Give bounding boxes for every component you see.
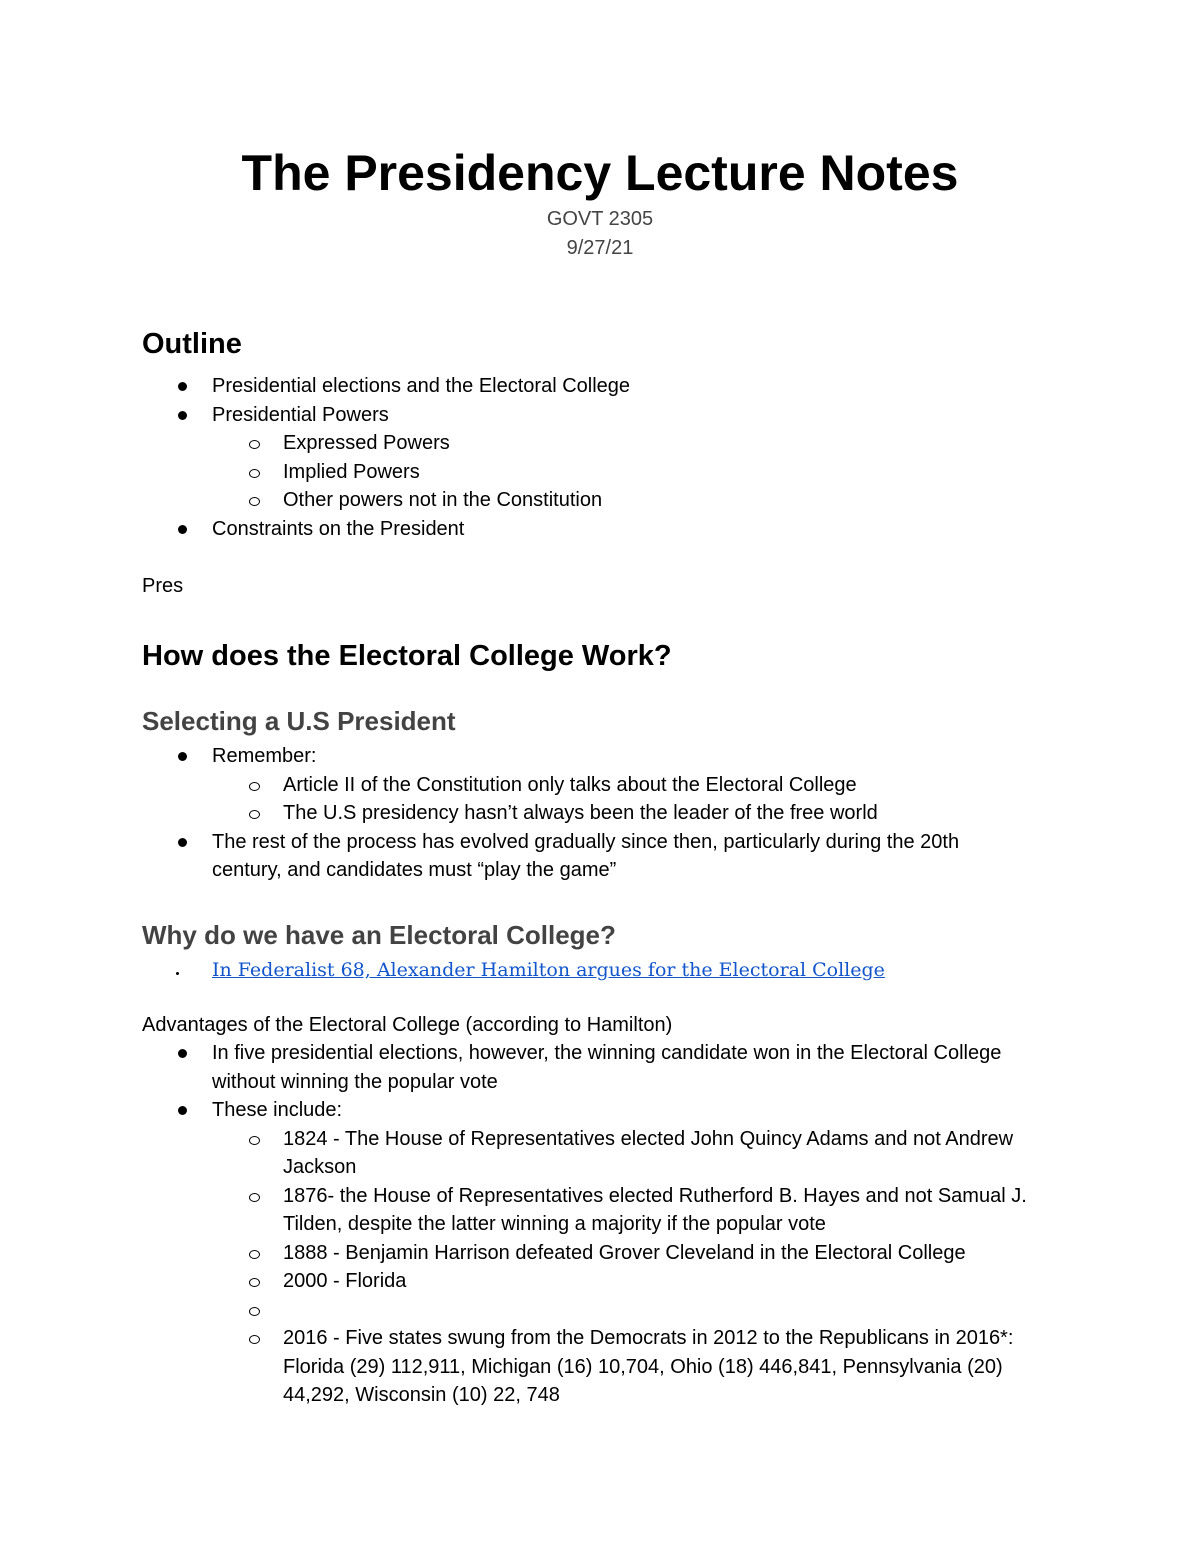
bullet-icon bbox=[178, 411, 187, 420]
list-item: 2016 - Five states swung from the Democrats in 2012 to the Republicans in 2016*: Florida (29) 112,911, Michigan (16) 10,704, Ohio (18) 446,841, Pennsylvania (20) 44,292, Wisconsin (10) 22, 748 bbox=[0, 1324, 1200, 1410]
selecting-president-heading: Selecting a U.S President bbox=[142, 706, 456, 736]
list-item: Constraints on the President bbox=[0, 515, 1200, 544]
hollow-bullet-icon bbox=[249, 1307, 260, 1316]
advantages-heading: Advantages of the Electoral College (according to Hamilton) bbox=[142, 1014, 673, 1036]
hollow-bullet-icon bbox=[249, 1136, 260, 1145]
hollow-bullet-icon bbox=[249, 810, 260, 819]
selecting-list bbox=[0, 742, 1200, 885]
lecture-date: 9/27/21 bbox=[566, 237, 634, 259]
hollow-bullet-icon bbox=[249, 497, 260, 506]
list-item: 1876- the House of Representatives elected Rutherford B. Hayes and not Samual J. Tilden, despite the latter winning a majority if the popular vote bbox=[0, 1182, 1200, 1239]
outline-heading: Outline bbox=[142, 328, 242, 360]
document-title: The Presidency Lecture Notes bbox=[241, 145, 959, 201]
pres-text: Pres bbox=[142, 575, 184, 597]
bullet-icon bbox=[178, 382, 187, 391]
list-item: These include: bbox=[0, 1096, 1200, 1125]
list-item: 1888 - Benjamin Harrison defeated Grover Cleveland in the Electoral College bbox=[0, 1239, 1200, 1268]
list-item: Remember: bbox=[0, 742, 1200, 771]
bullet-icon bbox=[178, 1049, 187, 1058]
hollow-bullet-icon bbox=[249, 469, 260, 478]
list-item: In five presidential elections, however, the winning candidate won in the Electoral College without winning the popular vote bbox=[0, 1039, 1200, 1096]
hollow-bullet-icon bbox=[249, 1250, 260, 1259]
bullet-icon bbox=[176, 972, 179, 975]
list-item bbox=[0, 956, 1200, 985]
why-electoral-college-heading: Why do we have an Electoral College? bbox=[142, 920, 616, 950]
list-item: Presidential elections and the Electoral College bbox=[0, 372, 1200, 401]
advantages-list bbox=[0, 1039, 1200, 1410]
list-item: 1824 - The House of Representatives elected John Quincy Adams and not Andrew Jackson bbox=[0, 1125, 1200, 1182]
federalist-68-link[interactable]: In Federalist 68, Alexander Hamilton argues for the Electoral College bbox=[212, 959, 885, 981]
bullet-icon bbox=[178, 752, 187, 761]
hollow-bullet-icon bbox=[249, 440, 260, 449]
list-item: 2000 - Florida bbox=[0, 1267, 1200, 1296]
bullet-icon bbox=[178, 525, 187, 534]
list-item: The U.S presidency hasn’t always been the leader of the free world bbox=[0, 799, 1200, 828]
hollow-bullet-icon bbox=[249, 782, 260, 791]
hollow-bullet-icon bbox=[249, 1193, 260, 1202]
list-item: Article II of the Constitution only talks about the Electoral College bbox=[0, 771, 1200, 800]
hollow-bullet-icon bbox=[249, 1278, 260, 1287]
electoral-college-heading: How does the Electoral College Work? bbox=[142, 640, 672, 672]
list-item: Other powers not in the Constitution bbox=[0, 486, 1200, 515]
bullet-icon bbox=[178, 1106, 187, 1115]
hollow-bullet-icon bbox=[249, 1335, 260, 1344]
list-item: Presidential Powers bbox=[0, 401, 1200, 430]
list-item bbox=[0, 1296, 1200, 1325]
list-item: Expressed Powers bbox=[0, 429, 1200, 458]
list-item: The rest of the process has evolved gradually since then, particularly during the 20th century, and candidates must “play the game” bbox=[0, 828, 1200, 885]
bullet-icon bbox=[178, 838, 187, 847]
why-list bbox=[0, 956, 1200, 985]
outline-list bbox=[0, 372, 1200, 543]
list-item: Implied Powers bbox=[0, 458, 1200, 487]
course-code: GOVT 2305 bbox=[546, 208, 654, 230]
